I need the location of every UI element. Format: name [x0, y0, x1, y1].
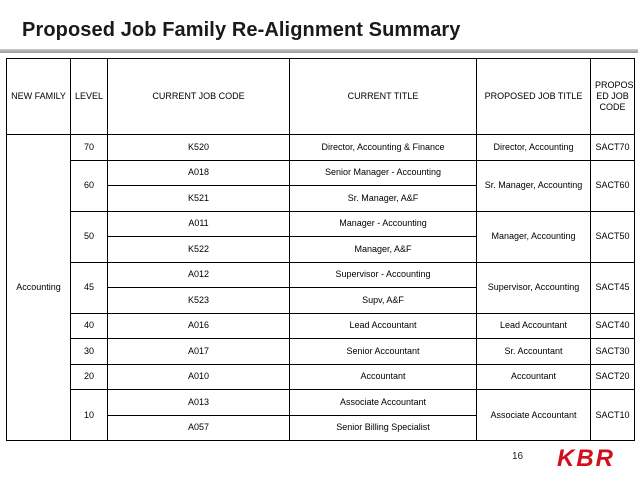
col-header-proposed-job-code: PROPOS ED JOB CODE [591, 59, 635, 135]
proposed-title-cell: Sr. Manager, Accounting [477, 160, 591, 211]
proposed-code-cell: SACT60 [591, 160, 635, 211]
job-title-cell: Associate Accountant [290, 390, 477, 416]
proposed-code-cell: SACT30 [591, 339, 635, 365]
level-cell: 60 [71, 160, 108, 211]
family-cell: Accounting [7, 135, 71, 441]
job-title-cell: Senior Manager - Accounting [290, 160, 477, 186]
job-code-cell: K523 [108, 288, 290, 314]
job-code-cell: K520 [108, 135, 290, 161]
level-cell: 20 [71, 364, 108, 390]
table-row [7, 390, 635, 416]
job-code-cell: A011 [108, 211, 290, 237]
level-cell: 50 [71, 211, 108, 262]
level-cell: 30 [71, 339, 108, 365]
proposed-title-cell: Accountant [477, 364, 591, 390]
table-row [7, 364, 635, 390]
proposed-title-cell: Director, Accounting [477, 135, 591, 161]
proposed-code-cell: SACT50 [591, 211, 635, 262]
job-code-cell: K522 [108, 237, 290, 263]
job-title-cell: Manager, A&F [290, 237, 477, 263]
title-rule [0, 49, 638, 53]
proposed-code-cell: SACT45 [591, 262, 635, 313]
table-row [7, 339, 635, 365]
col-header-level: LEVEL [71, 59, 108, 135]
job-title-cell: Supv, A&F [290, 288, 477, 314]
table-row [7, 160, 635, 186]
job-code-cell: A016 [108, 313, 290, 339]
table-row [7, 135, 635, 161]
job-code-cell: A010 [108, 364, 290, 390]
level-cell: 70 [71, 135, 108, 161]
job-code-cell: A018 [108, 160, 290, 186]
level-cell: 40 [71, 313, 108, 339]
job-code-cell: A012 [108, 262, 290, 288]
job-code-cell: A057 [108, 415, 290, 441]
job-title-cell: Supervisor - Accounting [290, 262, 477, 288]
title-bar [0, 0, 638, 52]
job-title-cell: Senior Accountant [290, 339, 477, 365]
col-header-current-job-code: CURRENT JOB CODE [108, 59, 290, 135]
proposed-title-cell: Lead Accountant [477, 313, 591, 339]
col-header-current-title: CURRENT TITLE [290, 59, 477, 135]
table-header-row [7, 59, 635, 135]
job-title-cell: Senior Billing Specialist [290, 415, 477, 441]
level-cell: 45 [71, 262, 108, 313]
proposed-code-cell: SACT70 [591, 135, 635, 161]
proposed-title-cell: Supervisor, Accounting [477, 262, 591, 313]
page-title: Proposed Job Family Re-Alignment Summary [22, 19, 461, 41]
job-title-cell: Manager - Accounting [290, 211, 477, 237]
level-cell: 10 [71, 390, 108, 441]
job-code-cell: A013 [108, 390, 290, 416]
page-number: 16 [512, 451, 524, 462]
job-title-cell: Director, Accounting & Finance [290, 135, 477, 161]
job-title-cell: Accountant [290, 364, 477, 390]
col-header-proposed-job-title: PROPOSED JOB TITLE [477, 59, 591, 135]
proposed-title-cell: Associate Accountant [477, 390, 591, 441]
job-code-cell: A017 [108, 339, 290, 365]
proposed-code-cell: SACT40 [591, 313, 635, 339]
table-body [7, 135, 635, 441]
proposed-code-cell: SACT20 [591, 364, 635, 390]
proposed-title-cell: Manager, Accounting [477, 211, 591, 262]
proposed-title-cell: Sr. Accountant [477, 339, 591, 365]
kbr-logo-text: KBR [557, 445, 615, 469]
job-family-table [6, 58, 635, 441]
job-title-cell: Lead Accountant [290, 313, 477, 339]
job-title-cell: Sr. Manager, A&F [290, 186, 477, 212]
table-row [7, 211, 635, 237]
job-code-cell: K521 [108, 186, 290, 212]
table-row [7, 262, 635, 288]
proposed-code-cell: SACT10 [591, 390, 635, 441]
col-header-new-family: NEW FAMILY [7, 59, 71, 135]
kbr-logo [548, 445, 624, 469]
table-row [7, 313, 635, 339]
